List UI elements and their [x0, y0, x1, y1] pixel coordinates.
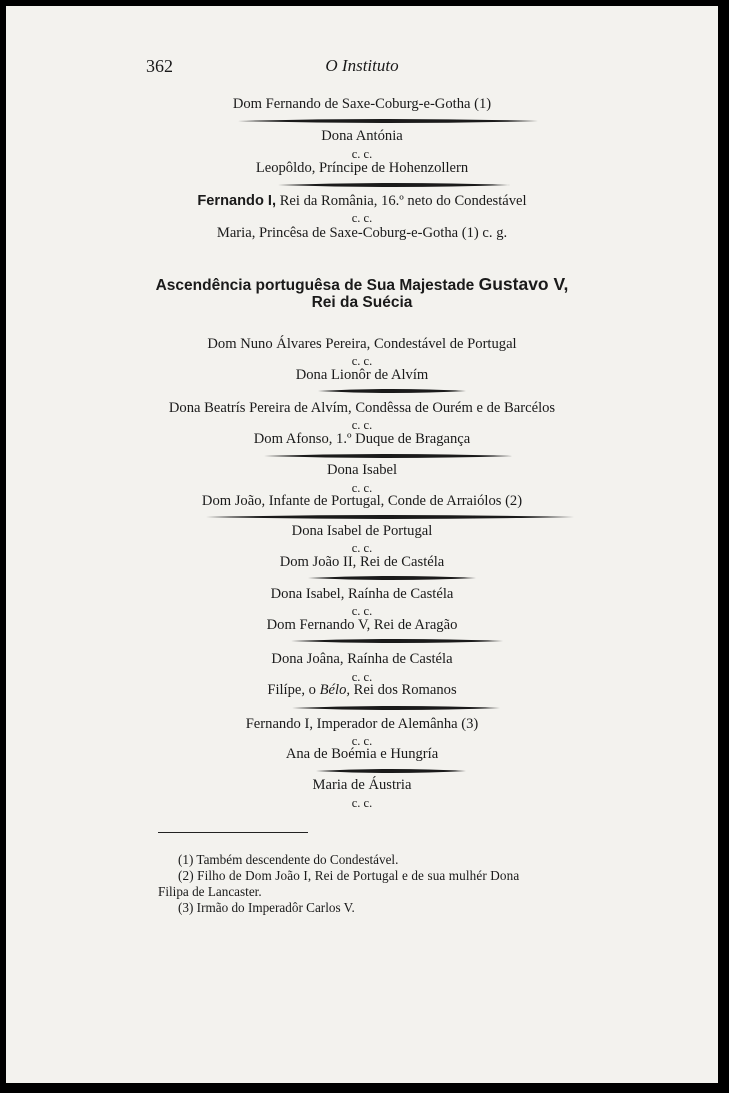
entry-text: Filípe, o	[267, 682, 320, 698]
lineage-entry: Maria de Áustria	[312, 777, 412, 793]
cc-marker: c. c.	[351, 604, 373, 618]
epithet: Bélo,	[319, 682, 351, 698]
lineage-entry-filipe	[6, 682, 718, 699]
lineage-entry: Dom Fernando V, Rei de Aragão	[266, 617, 458, 633]
footnote: (1) Também descendente do Condestável.	[178, 852, 399, 867]
lineage-entry: Dom Fernando de Saxe-Coburg-e-Gotha (1)	[232, 96, 492, 112]
page-number: 362	[146, 56, 173, 76]
genealogy-divider	[264, 453, 512, 459]
lineage-entry-ruler	[6, 193, 718, 210]
genealogy-divider	[206, 514, 574, 520]
cc-marker: c. c.	[351, 418, 373, 432]
running-title: O Instituto	[325, 56, 399, 75]
cc-marker: c. c.	[351, 211, 373, 225]
lineage-entry: Dona Isabel, Raínha de Castéla	[270, 586, 454, 602]
ruler-name: Fernando I,	[197, 193, 277, 209]
footnote-rule	[158, 832, 308, 833]
lineage-entry: Ana de Boémia e Hungría	[285, 746, 439, 762]
lineage-entry: Leopôldo, Príncipe de Hohenzollern	[255, 160, 469, 176]
cc-marker: c. c.	[351, 481, 373, 495]
cc-marker: c. c.	[351, 670, 373, 684]
heading-king-name: Gustavo V,	[478, 274, 569, 294]
lineage-entry: Maria, Princêsa de Saxe-Coburg-e-Gotha (1) c. g.	[216, 225, 508, 241]
lineage-entry: Dona Isabel de Portugal	[291, 523, 433, 539]
lineage-entry: Dona Joâna, Raínha de Castéla	[271, 651, 453, 667]
footnote-continuation: Filipa de Lancaster.	[158, 884, 262, 899]
lineage-entry: Dona Lionôr de Alvím	[295, 367, 429, 383]
cc-marker: c. c.	[351, 147, 373, 161]
lineage-entry: Dom João II, Rei de Castéla	[279, 554, 445, 570]
genealogy-divider	[291, 638, 503, 644]
cc-marker: c. c.	[351, 541, 373, 555]
footnote: (3) Irmão do Imperadôr Carlos V.	[178, 900, 355, 915]
section-heading-line2: Rei da Suécia	[311, 294, 413, 311]
book-page	[6, 6, 718, 1083]
lineage-entry: Dom João, Infante de Portugal, Conde de Arraiólos (2)	[201, 493, 523, 509]
lineage-entry: Fernando I, Imperador de Alemânha (3)	[245, 716, 479, 732]
cc-marker: c. c.	[351, 796, 373, 810]
entry-text: Rei dos Romanos	[350, 682, 457, 698]
lineage-entry: Dona Isabel	[326, 462, 398, 478]
genealogy-divider	[238, 118, 538, 124]
ruler-title: Rei da România, 16.º neto do Condestável	[276, 193, 527, 209]
heading-text: Ascendência portuguêsa de Sua Majestade	[155, 277, 479, 294]
cc-marker: c. c.	[351, 734, 373, 748]
lineage-entry: Dona Antónia	[321, 128, 403, 144]
genealogy-divider	[318, 388, 466, 394]
genealogy-divider	[308, 575, 476, 581]
lineage-entry: Dom Afonso, 1.º Duque de Bragança	[253, 431, 471, 447]
genealogy-divider	[316, 768, 466, 774]
section-heading-line1	[6, 274, 718, 295]
cc-marker: c. c.	[351, 354, 373, 368]
genealogy-divider	[292, 705, 500, 711]
lineage-entry: Dom Nuno Álvares Pereira, Condestável de Portugal	[207, 336, 517, 352]
footnote: (2) Filho de Dom João I, Rei de Portugal e de sua mulhér Dona	[178, 868, 520, 883]
lineage-entry: Dona Beatrís Pereira de Alvím, Condêssa de Ourém e de Barcélos	[168, 400, 556, 416]
genealogy-divider	[278, 182, 510, 188]
